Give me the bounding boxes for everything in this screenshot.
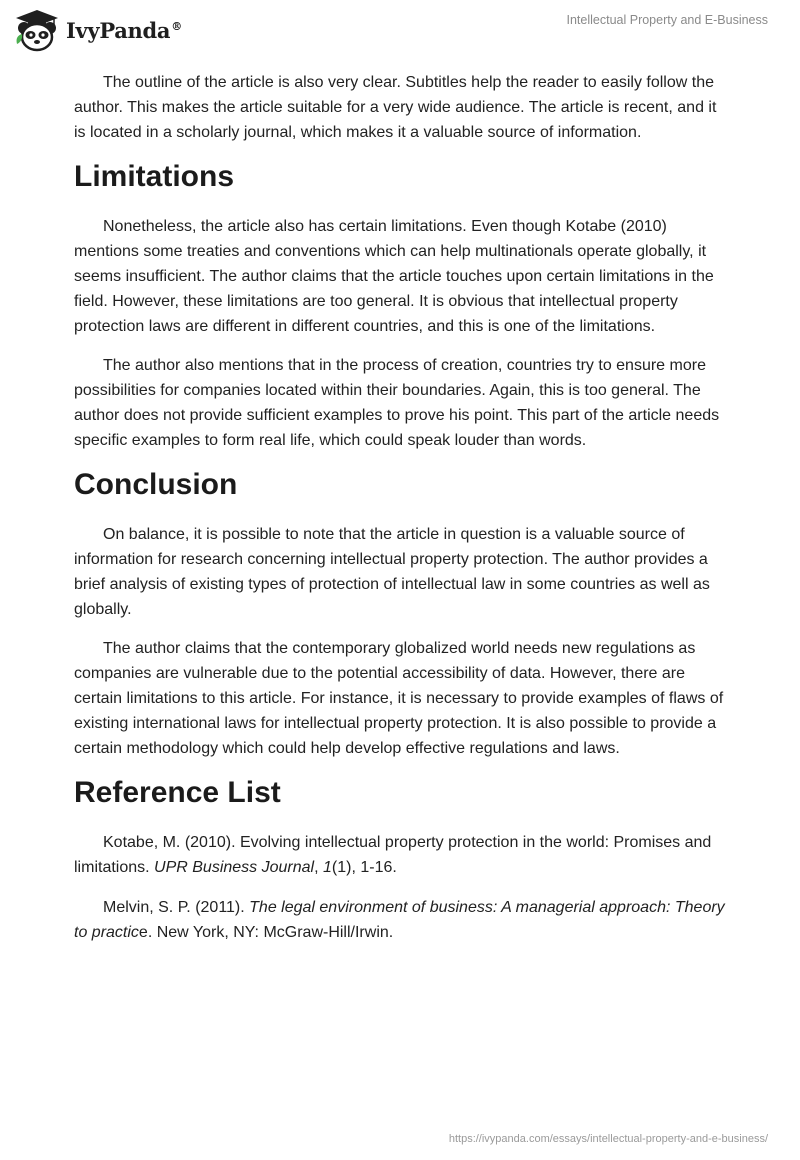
conclusion-paragraph-1: On balance, it is possible to note that the article in question is a valuable source of information for research concerning intellectual property protection. The author provides a brief analysis of existing types of protection of intellectual law in some countries as well as globally. [74, 526, 710, 618]
document-title: Intellectual Property and E-Business [566, 13, 768, 27]
limitations-paragraph-2: The author also mentions that in the process of creation, countries try to ensure more possibilities for companies located within their boundaries. Again, this is too general. The author does not provide sufficient examples to prove his point. This part of the article needs specific examples to form real life, which could speak louder than words. [74, 357, 720, 449]
ivypanda-logo[interactable] [14, 8, 182, 52]
brand-name: IvyPanda® [66, 17, 182, 43]
conclusion-paragraph-2: The author claims that the contemporary globalized world needs new regulations as companies are vulnerable due to the potential accessibility of data. However, there are certain limitations to this article. For instance, it is necessary to provide examples of flaws of existing international laws for intellectual property protection. It is also possible to provide a certain methodology which could help develop effective regulations and laws. [74, 640, 724, 757]
limitations-heading: Limitations [74, 160, 235, 193]
page-header [0, 0, 800, 64]
reference-melvin: Melvin, S. P. (2011). The legal environment of business: A managerial approach: Theory to practice. New York, NY: McGraw-Hill/Irwin. [74, 899, 725, 941]
reference-kotabe: Kotabe, M. (2010). Evolving intellectual property protection in the world: Promises and limitations. UPR Business Journal, 1(1), 1-16. [74, 834, 712, 876]
conclusion-heading: Conclusion [74, 468, 238, 501]
panda-graduate-icon [14, 8, 60, 52]
intro-paragraph: The outline of the article is also very clear. Subtitles help the reader to easily follow the author. This makes the article suitable for a very wide audience. The article is recent, and it is located in a scholarly journal, which makes it a valuable source of information. [74, 74, 717, 141]
limitations-paragraph-1: Nonetheless, the article also has certain limitations. Even though Kotabe (2010) mentions some treaties and conventions which can help multinationals operate globally, it seems insufficient. The author claims that the article touches upon certain limitations in the field. However, these limitations are too general. It is obvious that intellectual property protection laws are different in different countries, and this is one of the limitations. [74, 218, 714, 335]
article-body [74, 70, 730, 960]
source-url-link[interactable]: https://ivypanda.com/essays/intellectual-property-and-e-business/ [448, 1133, 768, 1145]
reference-list-heading: Reference List [74, 776, 281, 809]
